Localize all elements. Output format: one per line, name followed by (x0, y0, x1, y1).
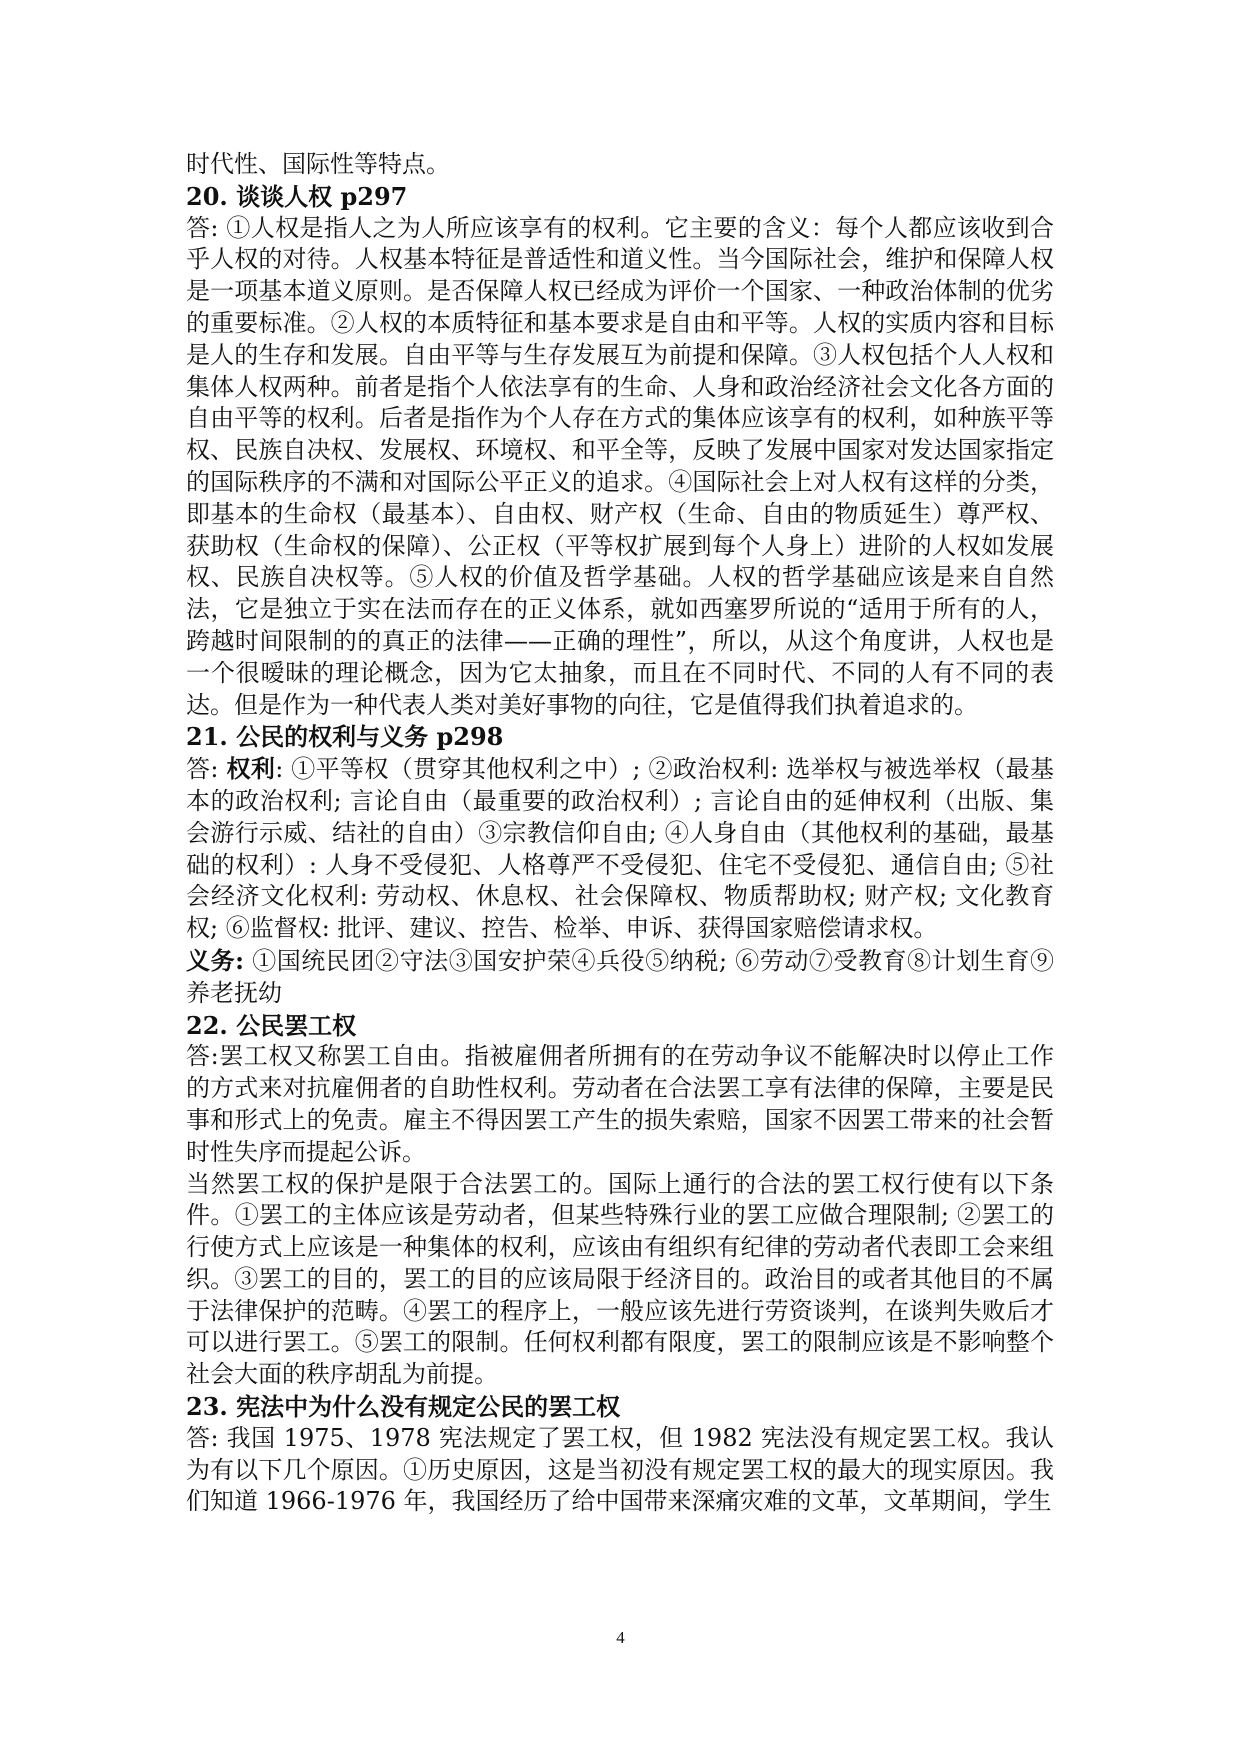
section-23-answer: 答: 我国 1975、1978 宪法规定了罢工权，但 1982 宪法没有规定罢工权。我认为有以下几个原因。①历史原因，这是当初没有规定罢工权的最大的现实原因。我们知道 1966-1976 年，我国经历了给中国带来深痛灾难的文革，文革期间，学生 (186, 1423, 1054, 1516)
rights-text: : ①平等权（贯穿其他权利之中）; ②政治权利: 选举权与被选举权（最基本的政治权利; 言论自由（最重要的政治权利）; 言论自由的延伸权利（出版、集会游行示威、结社的自由）③宗教信仰自由; ④人身自由（其他权利的基础，最基础的权利）: 人身不受侵犯、人格尊严不受侵犯、住宅不受侵犯、通信自由; ⑤社会经济文化权利: 劳动权、休息权、社会保障权、物质帮助权; 财产权; 文化教育权; ⑥监督权: 批评、建议、控告、检举、申诉、获得国家赔偿请求权。 (186, 755, 1054, 943)
intro-fragment: 时代性、国际性等特点。 (186, 150, 450, 178)
section-20-heading: 20. 谈谈人权 p297 (186, 181, 408, 211)
section-21-duties (186, 945, 1054, 1010)
section-21-rights (186, 753, 1054, 945)
duties-label: 义务: (186, 945, 244, 975)
rights-label: 权利 (226, 754, 276, 784)
section-22-answer: 答:罢工权又称罢工自由。指被雇佣者所拥有的在劳动争议不能解决时以停止工作的方式来对抗雇佣者的自助性权利。劳动者在合法罢工享有法律的保障，主要是民事和形式上的免责。雇主不得因罢工产生的损失索赔，国家不因罢工带来的社会暂时性失序而提起公诉。 (186, 1042, 1054, 1166)
page-number: 4 (616, 1628, 625, 1647)
document-body (186, 149, 1054, 1518)
section-21-heading: 21. 公民的权利与义务 p298 (186, 722, 504, 752)
section-22-paragraph2: 当然罢工权的保护是限于合法罢工的。国际上通行的合法的罢工权行使有以下条件。①罢工的主体应该是劳动者，但某些特殊行业的罢工应做合理限制; ②罢工的行使方式上应该是一种集体的权利，应该由有组织有纪律的劳动者代表即工会来组织。③罢工的目的，罢工的目的应该局限于经济目的。政治目的或者其他目的不属于法律保护的范畴。④罢工的程序上，一般应该先进行劳资谈判，在谈判失败后才可以进行罢工。⑤罢工的限制。任何权利都有限度，罢工的限制应该是不影响整个社会大面的秩序胡乱为前提。 (186, 1169, 1054, 1389)
section-20-answer: 答: ①人权是指人之为人所应该享有的权利。它主要的含义：每个人都应该收到合乎人权的对待。人权基本特征是普适性和道义性。当今国际社会，维护和保障人权是一项基本道义原则。是否保障人权已经成为评价一个国家、一种政治体制的优劣的重要标准。②人权的本质特征和基本要求是自由和平等。人权的实质内容和目标是人的生存和发展。自由平等与生存发展互为前提和保障。③人权包括个人人权和集体人权两种。前者是指个人依法享有的生命、人身和政治经济社会文化各方面的自由平等的权利。后者是指作为个人存在方式的集体应该享有的权利，如种族平等权、民族自决权、发展权、环境权、和平全等，反映了发展中国家对发达国家指定的国际秩序的不满和对国际公平正义的追求。④国际社会上对人权有这样的分类，即基本的生命权（最基本）、自由权、财产权（生命、自由的物质延生）尊严权、获助权（生命权的保障）、公正权（平等权扩展到每个人身上）进阶的人权如发展权、民族自决权等。⑤人权的价值及哲学基础。人权的哲学基础应该是来自自然法，它是独立于实在法而存在的正义体系，就如西塞罗所说的“适用于所有的人，跨越时间限制的的真正的法律——正确的理性”，所以，从这个角度讲，人权也是一个很暧昧的理论概念，因为它太抽象，而且在不同时代、不同的人有不同的表达。但是作为一种代表人类对美好事物的向往，它是值得我们执着追求的。 (186, 213, 1054, 719)
answer-prefix: 答: (186, 755, 227, 784)
section-22-heading: 22. 公民罢工权 (186, 1010, 357, 1040)
duties-text: ①国统民团②守法③国安护荣④兵役⑤纳税; ⑥劳动⑦受教育⑧计划生育⑨养老抚幼 (186, 946, 1055, 1007)
section-23-heading: 23. 宪法中为什么没有规定公民的罢工权 (186, 1392, 621, 1422)
